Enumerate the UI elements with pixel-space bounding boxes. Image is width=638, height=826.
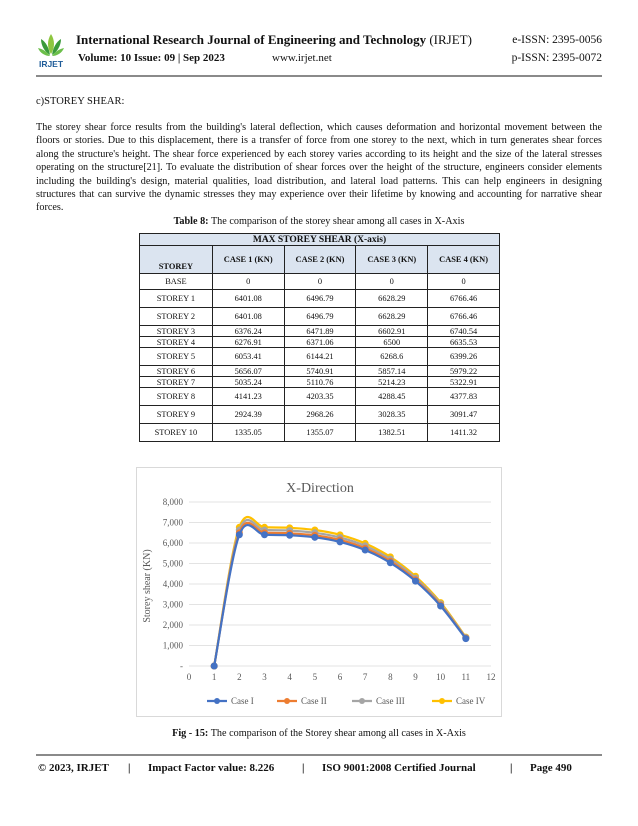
cell-case-4: 6766.46 bbox=[428, 308, 500, 326]
chart-gridlines bbox=[189, 502, 491, 666]
cell-case-3: 6500 bbox=[356, 337, 428, 348]
y-tick-label: 6,000 bbox=[162, 538, 183, 548]
cell-case-3: 6628.29 bbox=[356, 308, 428, 326]
table-header-row bbox=[140, 246, 500, 274]
legend-label: Case IV bbox=[456, 696, 486, 706]
footer-separator: | bbox=[128, 762, 131, 774]
table-row bbox=[140, 388, 500, 406]
eissn: e-ISSN: 2395-0056 bbox=[512, 34, 602, 46]
y-tick-label: 3,000 bbox=[162, 599, 183, 610]
cell-case-1: 0 bbox=[212, 274, 284, 290]
y-axis-label: Storey shear (KN) bbox=[142, 549, 153, 623]
footer-page: Page 490 bbox=[530, 762, 572, 774]
footer-iso: ISO 9001:2008 Certified Journal bbox=[322, 762, 476, 774]
legend-label: Case III bbox=[376, 696, 405, 706]
cell-case-4: 6399.26 bbox=[428, 348, 500, 366]
body-paragraph: The storey shear force results from the building's lateral deflection, which causes deformation and horizontal movement between the floors or stories. Due to this displacement, there is a transfer of force from one storey to the next, which in turn generates shear forces along the structure's height. The shear force experienced by each storey varies according to its height and the size of the lateral stresses operating on the structure[21]. To evaluate the distribution of shear forces over the height of the structure, engineers consider elements including the building's design, material qualities, load distribution, and lateral load patterns. This can help engineers in designing structures that can survive the dynamic stresses they may experience over their lifetime by knowing and accounting for narrative shear forces. bbox=[36, 122, 602, 214]
data-point bbox=[337, 539, 343, 545]
cell-case-3: 6602.91 bbox=[356, 326, 428, 337]
table-row bbox=[140, 337, 500, 348]
table-row bbox=[140, 274, 500, 290]
legend-marker bbox=[214, 698, 220, 704]
cell-case-2: 6496.79 bbox=[284, 308, 356, 326]
table-row bbox=[140, 377, 500, 388]
cell-case-1: 5656.07 bbox=[212, 366, 284, 377]
table-title: MAX STOREY SHEAR (X-axis) bbox=[140, 234, 500, 246]
header-storey: STOREY bbox=[140, 246, 213, 274]
x-tick-label: 8 bbox=[388, 672, 393, 682]
journal-abbr: (IRJET) bbox=[429, 32, 472, 47]
table-caption bbox=[0, 216, 638, 227]
cell-storey: STOREY 6 bbox=[140, 366, 213, 377]
cell-case-3: 3028.35 bbox=[356, 406, 428, 424]
cell-storey: STOREY 10 bbox=[140, 424, 213, 442]
data-point bbox=[236, 532, 242, 538]
cell-case-1: 6276.91 bbox=[212, 337, 284, 348]
cell-case-1: 6053.41 bbox=[212, 348, 284, 366]
cell-case-3: 4288.45 bbox=[356, 388, 428, 406]
x-tick-label: 7 bbox=[362, 672, 368, 682]
cell-storey: STOREY 9 bbox=[140, 406, 213, 424]
x-tick-label: 1 bbox=[211, 672, 217, 682]
table-title-row bbox=[140, 234, 500, 246]
fig-caption-text: The comparison of the Storey shear among all cases in X-Axis bbox=[210, 728, 466, 739]
y-tick-label: - bbox=[180, 661, 183, 671]
cell-case-1: 1335.05 bbox=[212, 424, 284, 442]
cell-case-4: 6740.54 bbox=[428, 326, 500, 337]
pissn: p-ISSN: 2395-0072 bbox=[511, 52, 602, 64]
data-point bbox=[362, 547, 368, 553]
legend-marker bbox=[359, 698, 365, 704]
storey-shear-table bbox=[139, 233, 500, 442]
cell-case-1: 4141.23 bbox=[212, 388, 284, 406]
cell-case-2: 0 bbox=[284, 274, 356, 290]
footer-separator: | bbox=[510, 762, 513, 774]
irjet-logo bbox=[36, 30, 66, 70]
table-row bbox=[140, 348, 500, 366]
data-point bbox=[413, 578, 419, 584]
cell-case-1: 6401.08 bbox=[212, 308, 284, 326]
cell-case-3: 1382.51 bbox=[356, 424, 428, 442]
volume-issue: Volume: 10 Issue: 09 | Sep 2023 bbox=[78, 52, 225, 64]
website-link[interactable]: www.irjet.net bbox=[272, 52, 332, 64]
cell-case-2: 5110.76 bbox=[284, 377, 356, 388]
chart-canvas bbox=[137, 468, 503, 718]
cell-case-3: 0 bbox=[356, 274, 428, 290]
cell-storey: STOREY 8 bbox=[140, 388, 213, 406]
data-point bbox=[287, 532, 293, 538]
footer-impact: Impact Factor value: 8.226 bbox=[148, 762, 275, 774]
footer-separator: | bbox=[302, 762, 305, 774]
cell-case-4: 1411.32 bbox=[428, 424, 500, 442]
cell-storey: STOREY 5 bbox=[140, 348, 213, 366]
cell-case-3: 5857.14 bbox=[356, 366, 428, 377]
cell-case-2: 2968.26 bbox=[284, 406, 356, 424]
section-heading: c)STOREY SHEAR: bbox=[36, 96, 125, 107]
cell-case-3: 6628.29 bbox=[356, 290, 428, 308]
legend-label: Case II bbox=[301, 696, 327, 706]
y-tick-label: 7,000 bbox=[162, 517, 183, 528]
table-row bbox=[140, 424, 500, 442]
table-row bbox=[140, 308, 500, 326]
data-point bbox=[463, 636, 469, 642]
header-divider bbox=[36, 75, 602, 77]
cell-case-4: 0 bbox=[428, 274, 500, 290]
cell-case-2: 6471.89 bbox=[284, 326, 356, 337]
x-tick-label: 2 bbox=[237, 672, 242, 682]
footer-copyright: © 2023, IRJET bbox=[38, 762, 109, 774]
figure-caption bbox=[0, 728, 638, 739]
table-caption-label: Table 8: bbox=[173, 216, 209, 227]
cell-case-1: 5035.24 bbox=[212, 377, 284, 388]
x-tick-label: 5 bbox=[312, 672, 318, 682]
cell-case-1: 2924.39 bbox=[212, 406, 284, 424]
header-case-4: CASE 4 (KN) bbox=[428, 246, 500, 274]
footer-divider bbox=[36, 754, 602, 756]
x-tick-label: 10 bbox=[436, 672, 446, 682]
cell-storey: STOREY 3 bbox=[140, 326, 213, 337]
y-tick-label: 2,000 bbox=[162, 620, 183, 630]
journal-name: International Research Journal of Engineering and Technology bbox=[76, 32, 427, 47]
y-tick-label: 5,000 bbox=[162, 558, 183, 569]
cell-case-3: 6268.6 bbox=[356, 348, 428, 366]
x-tick-label: 9 bbox=[413, 672, 418, 682]
data-point bbox=[438, 603, 444, 609]
table-row bbox=[140, 366, 500, 377]
cell-storey: STOREY 7 bbox=[140, 377, 213, 388]
table-caption-text: The comparison of the storey shear among all cases in X-Axis bbox=[210, 216, 465, 227]
cell-case-4: 3091.47 bbox=[428, 406, 500, 424]
chart-axes bbox=[163, 497, 496, 682]
page-header bbox=[36, 30, 602, 70]
cell-case-4: 6635.53 bbox=[428, 337, 500, 348]
cell-case-1: 6401.08 bbox=[212, 290, 284, 308]
cell-storey: STOREY 4 bbox=[140, 337, 213, 348]
header-case-1: CASE 1 (KN) bbox=[212, 246, 284, 274]
x-tick-label: 12 bbox=[486, 672, 496, 682]
cell-case-2: 4203.35 bbox=[284, 388, 356, 406]
data-point bbox=[387, 560, 393, 566]
cell-storey: BASE bbox=[140, 274, 213, 290]
table-row bbox=[140, 406, 500, 424]
x-tick-label: 3 bbox=[262, 672, 267, 682]
cell-case-2: 1355.07 bbox=[284, 424, 356, 442]
y-tick-label: 4,000 bbox=[162, 579, 183, 589]
data-point bbox=[312, 534, 318, 540]
cell-case-4: 6766.46 bbox=[428, 290, 500, 308]
x-tick-label: 11 bbox=[461, 672, 471, 682]
legend-label: Case I bbox=[231, 696, 254, 706]
chart-legend bbox=[207, 696, 486, 706]
cell-case-2: 6496.79 bbox=[284, 290, 356, 308]
series-line-case-i bbox=[214, 525, 466, 666]
y-tick-label: 8,000 bbox=[162, 497, 183, 507]
header-case-3: CASE 3 (KN) bbox=[356, 246, 428, 274]
x-tick-label: 4 bbox=[287, 672, 292, 682]
cell-case-3: 5214.23 bbox=[356, 377, 428, 388]
header-case-2: CASE 2 (KN) bbox=[284, 246, 356, 274]
legend-marker bbox=[284, 698, 290, 704]
cell-case-1: 6376.24 bbox=[212, 326, 284, 337]
legend-marker bbox=[439, 698, 445, 704]
table-row bbox=[140, 290, 500, 308]
cell-storey: STOREY 1 bbox=[140, 290, 213, 308]
chart-title: X-Direction bbox=[286, 481, 354, 496]
cell-case-4: 5322.91 bbox=[428, 377, 500, 388]
data-point bbox=[211, 663, 217, 669]
cell-case-2: 6144.21 bbox=[284, 348, 356, 366]
y-tick-label: 1,000 bbox=[162, 640, 183, 651]
table-row bbox=[140, 326, 500, 337]
cell-case-4: 5979.22 bbox=[428, 366, 500, 377]
cell-case-4: 4377.83 bbox=[428, 388, 500, 406]
data-point bbox=[262, 532, 268, 538]
cell-case-2: 5740.91 bbox=[284, 366, 356, 377]
logo-text: IRJET bbox=[38, 59, 64, 69]
journal-title bbox=[76, 32, 472, 48]
x-tick-label: 0 bbox=[186, 672, 192, 682]
x-tick-label: 6 bbox=[337, 672, 343, 682]
fig-caption-label: Fig - 15: bbox=[172, 728, 209, 739]
chart-series bbox=[211, 517, 469, 669]
cell-case-2: 6371.06 bbox=[284, 337, 356, 348]
storey-shear-chart bbox=[136, 467, 502, 717]
cell-storey: STOREY 2 bbox=[140, 308, 213, 326]
